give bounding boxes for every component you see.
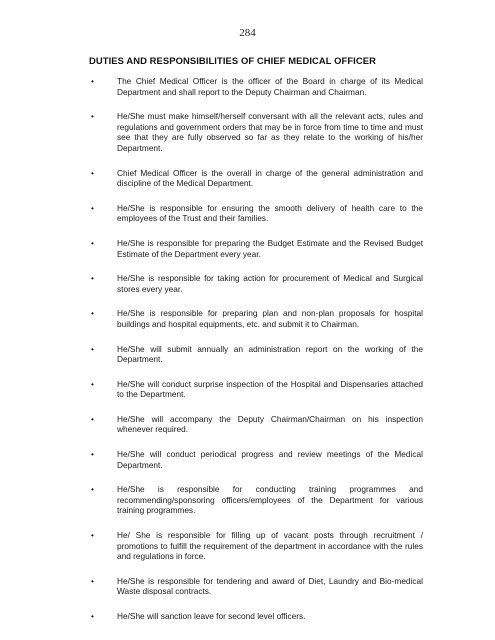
list-item-text: The Chief Medical Officer is the officer of the Board in charge of its Medical Department and shall report to the Deputy Chairman and Chairman.	[117, 76, 423, 97]
list-item-text: He/She is responsible for conducting training programmes and recommending/sponsoring officers/employees of the Department for various training programmes.	[117, 484, 423, 516]
bullet-icon: •	[91, 611, 94, 621]
list-item	[89, 111, 423, 153]
bullet-icon: •	[91, 202, 94, 213]
bullet-icon: •	[91, 449, 94, 460]
list-item-text: He/She is responsible for preparing the Budget Estimate and the Revised Budget Estimate of the Department every year.	[117, 237, 423, 259]
list-item	[89, 611, 423, 622]
list-item-text: He/She will sanction leave for second level officers.	[117, 611, 306, 621]
list-item-text: He/ She is responsible for filling up of vacant posts through recruitment / promotions to fulfill the requirement of the department in accordance with the rules and regulations in force.	[117, 530, 423, 562]
page-number: 284	[239, 27, 256, 39]
list-item-text: He/She is responsible for taking action for procurement of Medical and Surgical stores every year.	[117, 273, 423, 294]
list-item	[89, 76, 423, 97]
list-item	[89, 238, 423, 259]
bullet-icon: •	[91, 413, 94, 424]
page-heading: DUTIES AND RESPONSIBILITIES OF CHIEF MEDICAL OFFICER	[89, 55, 376, 66]
list-item-text: He/She will conduct surprise inspection of the Hospital and Dispensaries attached to the Department.	[117, 378, 423, 400]
list-item-text: He/She will submit annually an administration report on the working of the Department.	[117, 343, 423, 365]
bullet-icon: •	[91, 237, 94, 248]
list-item	[89, 449, 423, 470]
list-item-text: He/She will conduct periodical progress and review meetings of the Medical Department.	[117, 449, 423, 470]
bullet-icon: •	[91, 378, 94, 389]
duties-list	[89, 76, 423, 636]
list-item-text: Chief Medical Officer is the overall in charge of the general administration and discipline of the Medical Department.	[117, 167, 423, 189]
bullet-icon: •	[91, 530, 94, 541]
list-item	[89, 308, 423, 329]
list-item-text: He/She will accompany the Deputy Chairman/Chairman on his inspection whenever required.	[117, 413, 423, 435]
list-item-text: He/She is responsible for preparing plan and non-plan proposals for hospital buildings and hospital equipments, etc. and submit it to Chairman.	[117, 308, 423, 329]
list-item	[89, 530, 423, 562]
list-item	[89, 414, 423, 435]
list-item	[89, 203, 423, 224]
bullet-icon: •	[91, 575, 94, 586]
bullet-icon: •	[91, 167, 94, 178]
list-item	[89, 273, 423, 294]
list-item-text: He/She must make himself/herself conversant with all the relevant acts, rules and regulations and government orders that may be in force from time to time and must see that they are fully observed so far as they relate to the working of his/her Department.	[117, 111, 423, 153]
list-item	[89, 168, 423, 189]
list-item-text: He/She is responsible for tendering and award of Diet, Laundry and Bio-medical Waste disposal contracts.	[117, 575, 423, 597]
bullet-icon: •	[91, 484, 94, 495]
list-item	[89, 379, 423, 400]
bullet-icon: •	[91, 343, 94, 354]
list-item	[89, 484, 423, 516]
bullet-icon: •	[91, 273, 94, 284]
list-item-text: He/She is responsible for ensuring the smooth delivery of health care to the employees of the Trust and their families.	[117, 202, 423, 224]
bullet-icon: •	[91, 308, 94, 319]
list-item	[89, 576, 423, 597]
list-item	[89, 344, 423, 365]
bullet-icon: •	[91, 111, 94, 122]
bullet-icon: •	[91, 76, 94, 86]
